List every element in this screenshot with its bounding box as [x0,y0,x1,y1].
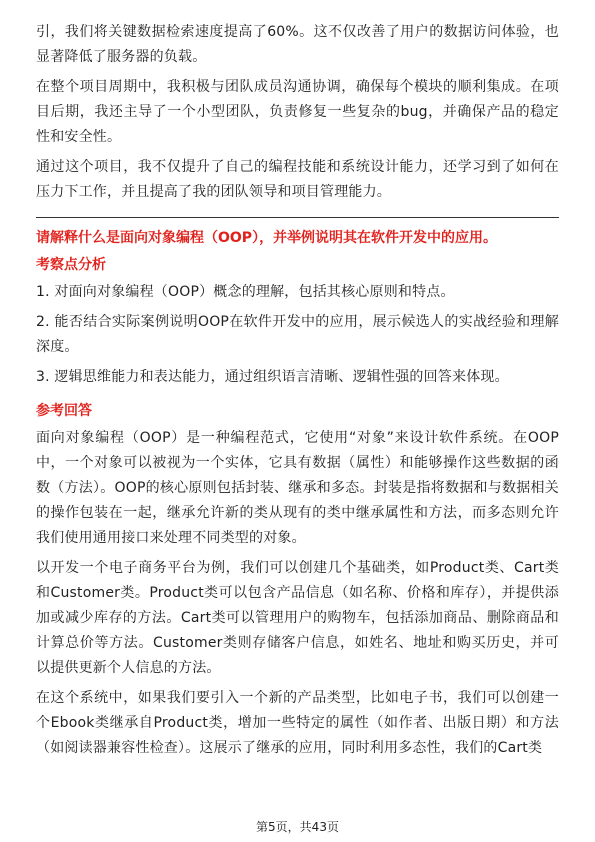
section-divider [36,217,559,218]
question-heading: 请解释什么是面向对象编程（OOP），并举例说明其在软件开发中的应用。 [36,230,498,246]
document-page [36,20,559,766]
answer-paragraph: 在这个系统中，如果我们要引入一个新的产品类型，比如电子书，我们可以创建一个Ebook类继承自Product类，增加一些特定的属性（如作者、出版日期）和方法（如阅读器兼容性检查）。这展示了继承的应用，同时利用多态性，我们的Cart类 [36,690,559,756]
answer-title: 参考回答 [36,403,92,419]
analysis-title: 考察点分析 [36,257,106,273]
page-number: 第5页，共43页 [256,820,339,834]
analysis-item: 3. 逻辑思维能力和表达能力，通过组织语言清晰、逻辑性强的回答来体现。 [36,369,509,385]
answer-paragraph: 以开发一个电子商务平台为例，我们可以创建几个基础类，如Product类、Cart类和Customer类。Product类可以包含产品信息（如名称、价格和库存），并提供添加或减少库存的方法。Cart类可以管理用户的购物车，包括添加商品、删除商品和计算总价等方法。Customer类则存储客户信息，如姓名、地址和购买历史，并可以提供更新个人信息的方法。 [36,560,559,676]
intro-paragraph: 在整个项目周期中，我积极与团队成员沟通协调，确保每个模块的顺利集成。在项目后期，我还主导了一个小型团队，负责修复一些复杂的bug，并确保产品的稳定性和安全性。 [36,79,559,145]
answer-paragraph: 面向对象编程（OOP）是一种编程范式，它使用“对象”来设计软件系统。在OOP中，一个对象可以被视为一个实体，它具有数据（属性）和能够操作这些数据的函数（方法）。OOP的核心原则包括封装、继承和多态。封装是指将数据和与数据相关的操作包装在一起，继承允许新的类从现有的类中继承属性和方法，而多态则允许我们使用通用接口来处理不同类型的对象。 [36,430,559,546]
intro-paragraph: 引，我们将关键数据检索速度提高了60%。这不仅改善了用户的数据访问体验，也显著降低了服务器的负载。 [36,24,559,65]
intro-paragraph: 通过这个项目，我不仅提升了自己的编程技能和系统设计能力，还学习到了如何在压力下工作，并且提高了我的团队领导和项目管理能力。 [36,159,559,200]
analysis-item: 2. 能否结合实际案例说明OOP在软件开发中的应用，展示候选人的实战经验和理解深度。 [36,314,559,355]
analysis-item: 1. 对面向对象编程（OOP）概念的理解，包括其核心原则和特点。 [36,284,455,300]
